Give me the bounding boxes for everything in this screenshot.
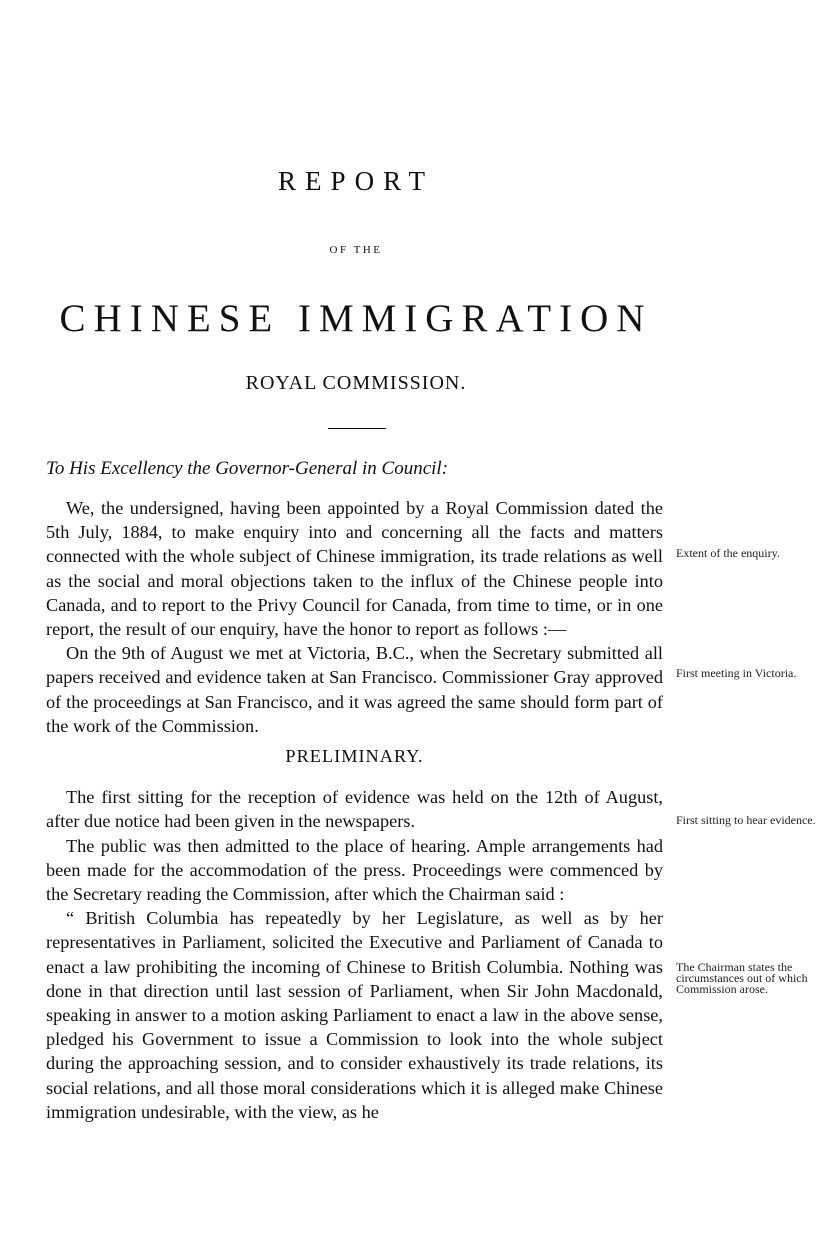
- paragraph-public-admitted: The public was then admitted to the place of hearing. Ample arrangements had been made for the accommodation of the press. Proceedings were commenced by the Secretary reading the Commission, after which the Chairman said :: [46, 835, 663, 905]
- paragraph-first-meeting: On the 9th of August we met at Victoria, B.C., when the Secretary submitted all papers received and evidence taken at San Francisco. Commissioner Gray approved of the proceedings at San Francisco, and it was agreed the same should form part of the work of the Commission.: [46, 643, 663, 736]
- paragraph-appointment: We, the undersigned, having been appointed by a Royal Commission dated the 5th July, 1884, to make enquiry into and concerning all the facts and matters connected with the whole subject of Chinese immigration, its trade relations as well as the social and moral objections taken to the influx of the Chinese people into Canada, and to report to the Privy Council for Canada, from time to time, or in one report, the result of our enquiry, have the honor to report as follows :—: [46, 498, 663, 640]
- paragraph-chairman-speech: “ British Columbia has repeatedly by her Legislature, as well as by her representatives in Parliament, solicited the Executive and Parliament of Canada to enact a law prohibiting the incoming of Chinese to British Columbia. Nothing was done in that direction until last session of Parliament, when Sir John Macdonald, speaking in answer to a motion asking Parliament to enact a law in the above sense, pledged his Government to issue a Commission to look into the whole subject during the approaching session, and to consider exhaustively its trade relations, its social relations, and all those moral considerations which it is alleged make Chinese immigration undesirable, with the view, as he: [46, 908, 663, 1122]
- margin-note-first-sitting: First sitting to hear evidence.: [676, 813, 816, 827]
- margin-note-extent: Extent of the enquiry.: [676, 546, 780, 560]
- of-the-label: OF THE: [329, 244, 383, 256]
- chinese-immigration-title: CHINESE IMMIGRATION: [59, 297, 653, 340]
- title-divider: [328, 428, 386, 429]
- paragraph-first-sitting: The first sitting for the reception of evidence was held on the 12th of August, after due notice had been given in the newspapers.: [46, 787, 663, 832]
- report-title: REPORT: [278, 166, 434, 196]
- address-line: To His Excellency the Governor-General in Council:: [46, 458, 449, 479]
- margin-note-chairman: The Chairman states the circumstances out of which Commission arose.: [676, 960, 808, 996]
- report-body: [46, 496, 663, 1124]
- margin-note-first-meeting: First meeting in Victoria.: [676, 666, 797, 680]
- section-heading-preliminary: PRELIMINARY.: [285, 746, 424, 767]
- royal-commission-title: ROYAL COMMISSION.: [245, 372, 467, 394]
